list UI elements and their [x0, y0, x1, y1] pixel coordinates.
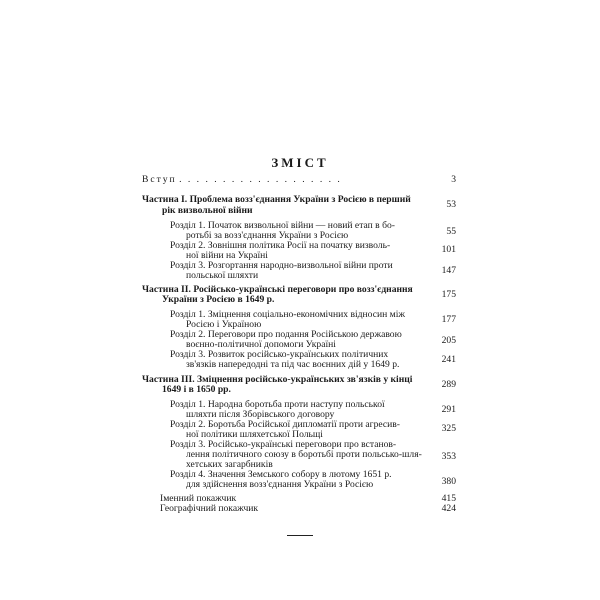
toc-chapter-cont: для здійснення возз'єднання України з Росією [186, 479, 374, 490]
toc-chapter-cont: воєнно-політичної допомоги Україні [186, 339, 336, 350]
toc-page-number: 289 [441, 379, 456, 390]
closing-rule [287, 535, 313, 536]
toc-chapter-cont: Росією і Україною [186, 319, 262, 330]
toc-page-number: 205 [441, 335, 456, 346]
toc-page-number: 147 [441, 265, 456, 276]
toc-chapter: Розділ 3. Розгортання народно-визвольної війни проти [170, 260, 393, 271]
toc-page-number: 415 [441, 493, 456, 504]
toc-part-2-title: Частина ІІ. Російсько-українські переговори про возз'єднання [142, 284, 413, 295]
toc-page-number: 177 [441, 314, 456, 325]
toc-chapter-cont: лення політичного союзу в боротьбі проти польсько-шля- [186, 449, 422, 460]
toc-chapter-cont: польської шляхти [186, 270, 259, 281]
toc-chapter-cont: хетських загарбників [186, 459, 273, 470]
toc-entry-text: Вступ [142, 174, 177, 185]
toc-chapter: Розділ 1. Зміцнення соціально-економічних відносин між [170, 309, 406, 320]
toc-chapter-cont: зв'язків напередодні та під час воєнних дій у 1649 р. [186, 359, 400, 370]
toc-part-2-title-cont: України з Росією в 1649 р. [162, 294, 275, 305]
toc-chapter-cont: ної війни на Україні [186, 250, 268, 261]
page-title: ЗМІСТ [271, 155, 329, 170]
toc-entry-intro [142, 175, 342, 185]
toc-part-1-title-cont: рік визвольної війни [162, 205, 253, 216]
toc-chapter: Розділ 2. Зовнішня політика Росії на початку визволь- [170, 240, 391, 251]
toc-page-number: 241 [441, 354, 456, 365]
toc-part-1-title: Частина І. Проблема возз'єднання України з Росією в перший [142, 194, 411, 205]
toc-page-number: 325 [441, 423, 456, 434]
toc-page-number: 424 [441, 503, 456, 514]
toc-page-number: 101 [441, 244, 456, 255]
toc-index-names: Іменний покажчик [160, 493, 237, 504]
toc-page-number: 175 [441, 289, 456, 300]
toc-chapter: Розділ 2. Переговори про подання Російською державою [170, 329, 402, 340]
leader-dots: . . . . . . . . . . . . . . . . . . . [179, 174, 342, 185]
toc-chapter: Розділ 3. Розвиток російсько-українських політичних [170, 349, 389, 360]
toc-chapter-cont: ротьбі за возз'єднання України з Росією [186, 230, 349, 241]
toc-part-3-title-cont: 1649 і в 1650 рр. [162, 384, 231, 395]
toc-page-number: 380 [441, 476, 456, 487]
toc-part-3-title: Частина ІІІ. Зміцнення російсько-українських зв'язків у кінці [142, 374, 413, 385]
toc-page-number: 53 [446, 199, 456, 210]
toc-chapter: Розділ 1. Народна боротьба проти наступу польської [170, 399, 385, 410]
toc-chapter: Розділ 3. Російсько-українські переговори про встанов- [170, 439, 397, 450]
toc-chapter: Розділ 4. Значення Земського собору в лютому 1651 р. [170, 469, 392, 480]
toc-page-number: 3 [451, 174, 456, 185]
toc-chapter-cont: ної політики шляхетської Польщі [186, 429, 323, 440]
toc-chapter: Розділ 2. Боротьба Російської дипломатії проти агресив- [170, 419, 400, 430]
toc-index-geo: Географічний покажчик [160, 503, 259, 514]
toc-chapter: Розділ 1. Початок визвольної війни — новий етап в бо- [170, 220, 395, 231]
toc-page-number: 353 [441, 451, 456, 462]
toc-page-number: 291 [441, 404, 456, 415]
toc-page-number: 55 [446, 226, 456, 237]
toc-chapter-cont: шляхти після Зборівського договору [186, 409, 335, 420]
